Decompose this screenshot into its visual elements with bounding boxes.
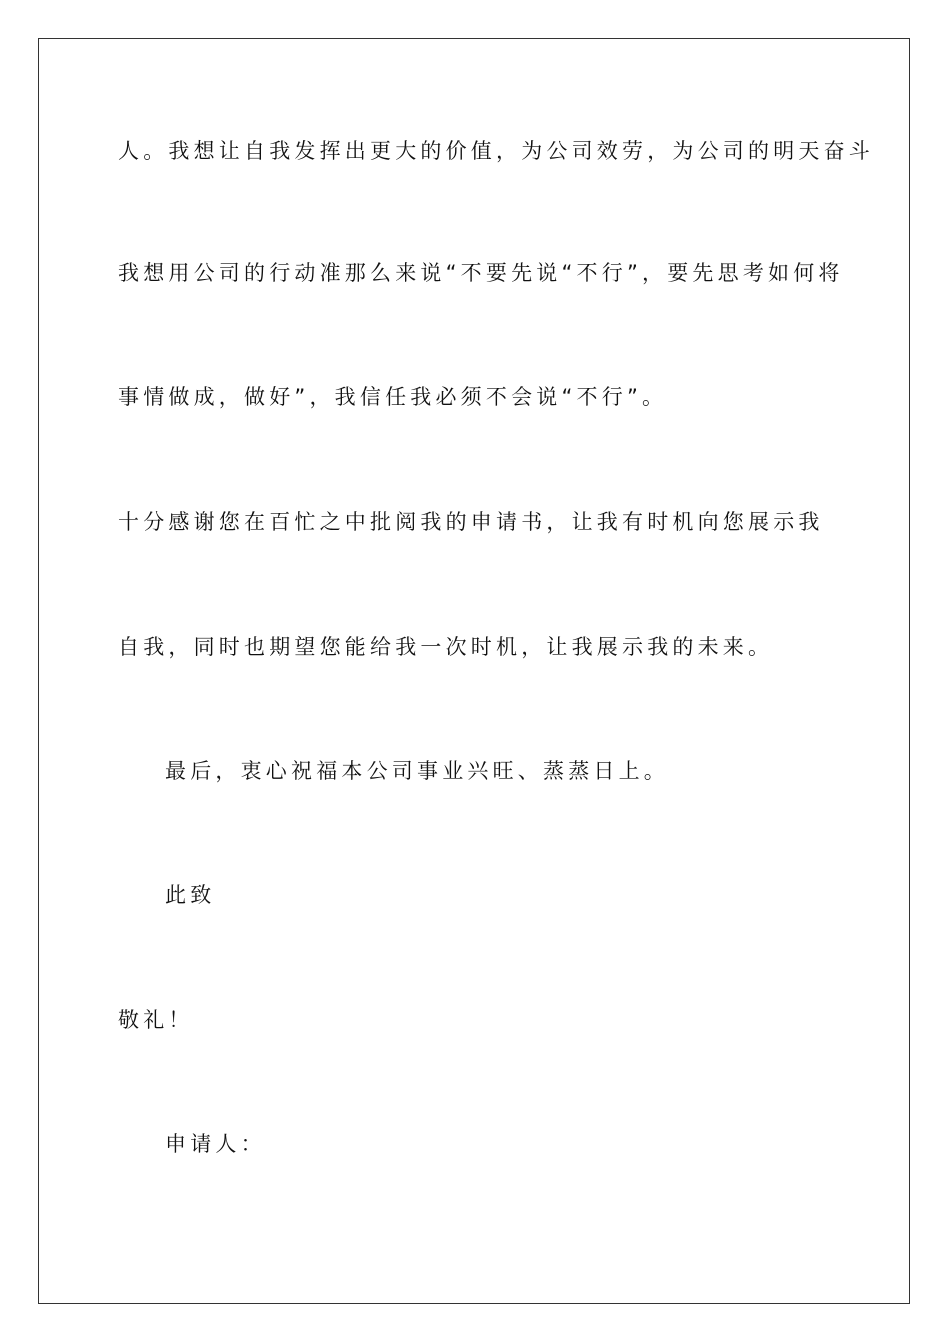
paragraph-line-2: 我想用公司的行动准那么来说“不要先说“不行”，要先思考如何将 — [118, 261, 844, 285]
paragraph-line-1: 人。我想让自我发挥出更大的价值，为公司效劳，为公司的明天奋斗 — [118, 139, 874, 163]
salutation-cizhi: 此致 — [165, 883, 216, 907]
paragraph-line-5: 自我，同时也期望您能给我一次时机，让我展示我的未来。 — [118, 635, 774, 659]
salutation-jingli: 敬礼！ — [118, 1008, 194, 1032]
closing-wish: 最后，衷心祝福本公司事业兴旺、蒸蒸日上。 — [165, 759, 669, 783]
applicant-label: 申请人： — [165, 1132, 266, 1156]
paragraph-line-3: 事情做成，做好”，我信任我必须不会说“不行”。 — [118, 385, 668, 409]
paragraph-line-4: 十分感谢您在百忙之中批阅我的申请书，让我有时机向您展示我 — [118, 510, 824, 534]
page-frame — [38, 38, 910, 1304]
